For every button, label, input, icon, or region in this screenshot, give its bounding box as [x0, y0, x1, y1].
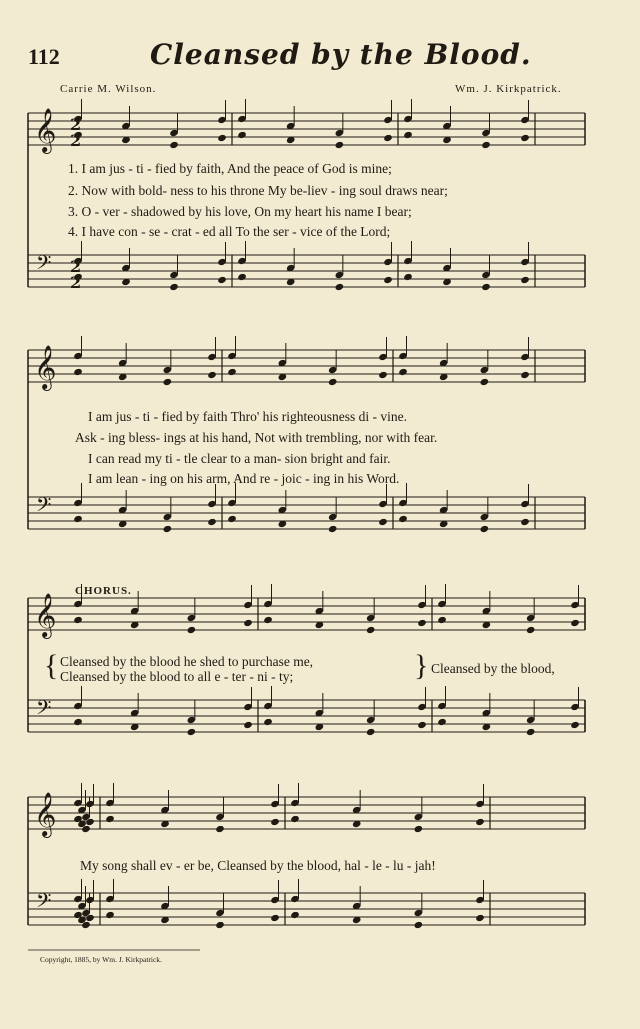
treble-note — [187, 626, 197, 634]
chorus-label: CHORUS. — [75, 585, 132, 597]
bass-note — [328, 525, 338, 533]
time-signature: 2 — [70, 115, 82, 134]
bass-note — [227, 515, 237, 523]
treble-note — [263, 616, 273, 624]
treble-note — [227, 368, 237, 376]
treble-note — [169, 141, 179, 149]
bass-note — [169, 283, 179, 291]
treble-note — [481, 141, 491, 149]
author-credit: Carrie M. Wilson. — [60, 83, 157, 95]
treble-note — [378, 371, 388, 379]
treble-note — [207, 371, 217, 379]
bass-note — [437, 718, 447, 726]
page-number: 112 — [28, 44, 60, 69]
treble-clef-icon: 𝄞 — [34, 108, 57, 152]
verse-3-line-1: 3. O - ver - shadowed by his love, On my heart his name I bear; — [68, 204, 412, 219]
treble-note — [290, 815, 300, 823]
treble-note — [398, 368, 408, 376]
bass-clef-icon: 𝄢 — [36, 251, 52, 279]
bass-note — [366, 728, 376, 736]
treble-note — [403, 131, 413, 139]
bass-clef-icon: 𝄢 — [36, 889, 52, 917]
bass-note — [383, 276, 393, 284]
treble-clef-icon: 𝄞 — [34, 792, 57, 836]
verse-4-line-2: I am lean - ing on his arm, And re - joic - ing in his Word. — [88, 471, 400, 486]
copyright-notice: Copyright, 1885, by Wm. J. Kirkpatrick. — [40, 955, 162, 964]
treble-note — [366, 626, 376, 634]
verse-3-line-2: I can read my ti - tle clear to a man- sion bright and fair. — [88, 451, 391, 466]
bass-note — [414, 921, 424, 929]
bass-note — [526, 728, 536, 736]
bass-note — [237, 273, 247, 281]
chorus-line-2: Cleansed by the blood to all e - ter - ni - ty; — [60, 669, 294, 684]
chorus-line-1: Cleansed by the blood he shed to purchase me, — [60, 654, 314, 669]
treble-note — [217, 134, 227, 142]
chorus-refrain: Cleansed by the blood, — [431, 661, 555, 676]
bass-note — [570, 721, 580, 729]
treble-clef-icon: 𝄞 — [34, 345, 57, 389]
verse-1-line-2: I am jus - ti - fied by faith Thro' his righteousness di - vine. — [88, 409, 408, 424]
bass-note — [481, 283, 491, 291]
bass-note — [187, 728, 197, 736]
bass-note — [217, 276, 227, 284]
bass-note — [270, 914, 280, 922]
right-brace: } — [414, 649, 429, 682]
verse-2-line-1: 2. Now with bold- ness to his throne My be-liev - ing soul draws near; — [68, 183, 448, 198]
treble-note — [520, 134, 530, 142]
treble-clef-icon: 𝄞 — [34, 593, 57, 637]
treble-note — [437, 616, 447, 624]
treble-note — [270, 818, 280, 826]
treble-note — [475, 818, 485, 826]
bass-note — [378, 518, 388, 526]
treble-note — [163, 378, 173, 386]
treble-note — [105, 815, 115, 823]
treble-note — [526, 626, 536, 634]
bass-note — [215, 921, 225, 929]
bass-note — [263, 718, 273, 726]
treble-note — [243, 619, 253, 627]
treble-note — [328, 378, 338, 386]
hymn-title: Cleansed by the Blood. — [150, 38, 532, 71]
left-brace: { — [44, 649, 59, 682]
bass-note — [480, 525, 490, 533]
bass-note — [398, 515, 408, 523]
treble-note — [520, 371, 530, 379]
bass-clef-icon: 𝄢 — [36, 493, 52, 521]
bass-note — [207, 518, 217, 526]
bass-note — [520, 518, 530, 526]
treble-note — [414, 825, 424, 833]
bass-note — [403, 273, 413, 281]
treble-note — [417, 619, 427, 627]
treble-note — [73, 616, 83, 624]
verse-2-line-2: Ask - ing bless- ings at his hand, Not with trembling, nor with fear. — [75, 430, 438, 445]
bass-note — [243, 721, 253, 729]
bass-note — [475, 914, 485, 922]
treble-note — [383, 134, 393, 142]
bass-note — [335, 283, 345, 291]
treble-note — [237, 131, 247, 139]
time-signature: 2 — [70, 257, 82, 276]
composer-credit: Wm. J. Kirkpatrick. — [455, 83, 562, 95]
bass-note — [73, 718, 83, 726]
verse-1-line-1: 1. I am jus - ti - fied by faith, And the peace of God is mine; — [68, 161, 392, 176]
treble-note — [73, 368, 83, 376]
treble-note — [480, 378, 490, 386]
treble-note — [335, 141, 345, 149]
bass-clef-icon: 𝄢 — [36, 696, 52, 724]
time-signature: 2 — [70, 131, 82, 150]
bass-note — [520, 276, 530, 284]
bass-note — [105, 911, 115, 919]
bass-note — [290, 911, 300, 919]
time-signature: 2 — [70, 273, 82, 292]
bass-note — [417, 721, 427, 729]
bass-note — [163, 525, 173, 533]
final-line: My song shall ev - er be, Cleansed by the blood, hal - le - lu - jah! — [80, 858, 436, 873]
treble-note — [215, 825, 225, 833]
verse-4-line-1: 4. I have con - se - crat - ed all To the ser - vice of the Lord; — [68, 224, 391, 239]
bass-note — [73, 515, 83, 523]
treble-note — [570, 619, 580, 627]
